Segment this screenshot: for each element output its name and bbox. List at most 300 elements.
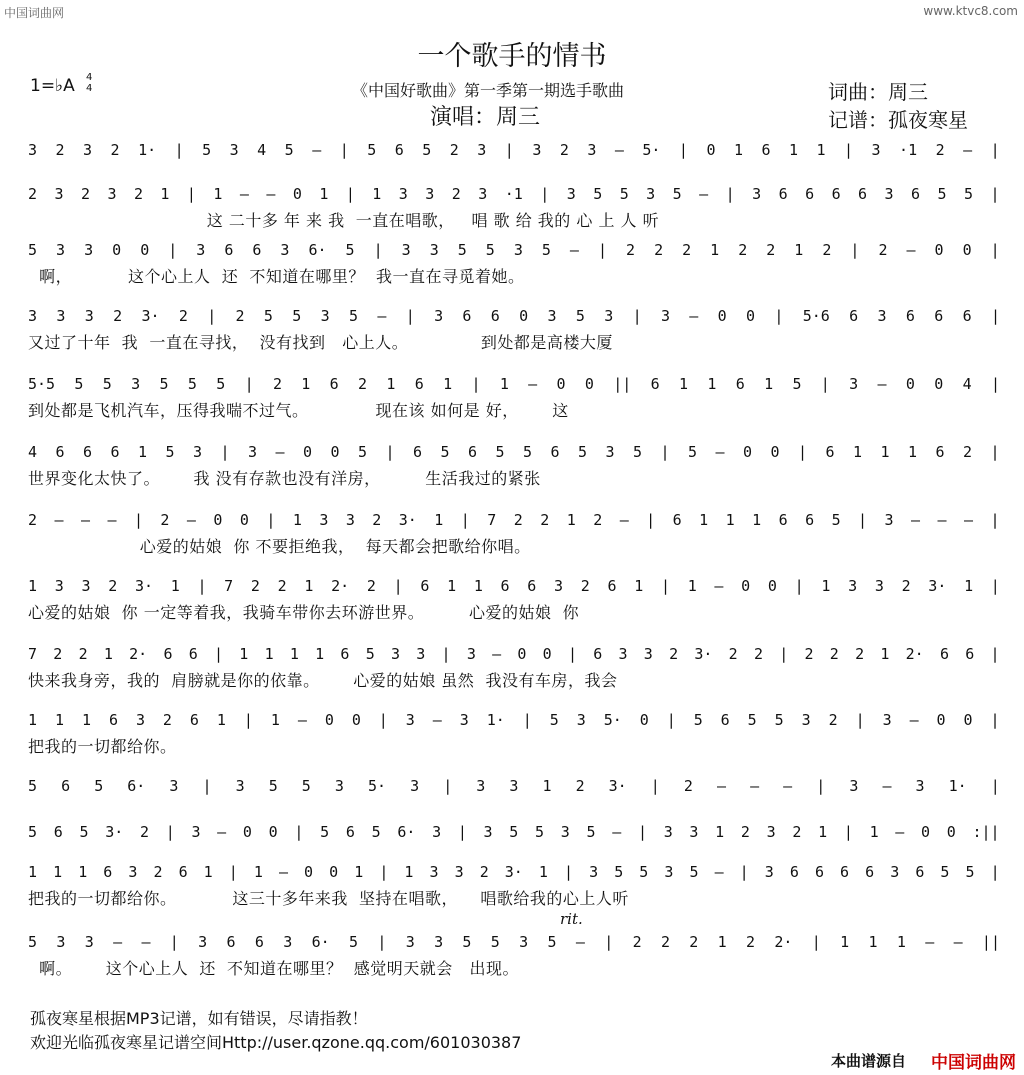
note: 5 (747, 711, 757, 729)
note: 3 (84, 933, 94, 951)
note: 1 (404, 863, 414, 881)
note: 3 (54, 577, 64, 595)
note: 5 (74, 375, 84, 393)
note: 1 (853, 443, 863, 461)
note: 1 (788, 141, 799, 159)
note: – (141, 933, 151, 951)
barline: | (197, 577, 207, 595)
note: 7 (224, 577, 234, 595)
note: 3 (405, 711, 415, 729)
note: 1 (964, 577, 974, 595)
note: 3 (882, 711, 892, 729)
barline: | (844, 141, 854, 159)
note: 3 (107, 185, 117, 203)
note: 3 (513, 241, 523, 259)
note: 3 (410, 777, 420, 795)
note: 6 (761, 141, 771, 159)
barline: | (443, 777, 453, 795)
note: 2 (935, 141, 945, 159)
barline: | (990, 307, 1000, 325)
note: 5 (348, 307, 359, 325)
note: 2 (963, 443, 973, 461)
note: 5 (639, 863, 649, 881)
lyric-line: 世界变化太快了。 我 没有存款也没有洋房， 生活我过的紧张 (28, 469, 541, 488)
note: 2 (235, 307, 245, 325)
note: 2 (78, 645, 88, 663)
barline: | (725, 185, 735, 203)
barline: | (457, 823, 467, 841)
note: 6 (550, 443, 560, 461)
note: 1 (542, 777, 552, 795)
note: 0 (213, 511, 223, 529)
note: 5 (79, 823, 89, 841)
barline: | (266, 511, 276, 529)
note: 3 (509, 777, 519, 795)
note: 1 (315, 645, 325, 663)
note: 0 (239, 511, 249, 529)
note: 3 (135, 711, 145, 729)
note: 3 (589, 863, 599, 881)
notation-line (28, 442, 1000, 462)
note: – (911, 511, 921, 529)
note: – (107, 511, 117, 529)
note: 3 (83, 141, 93, 159)
note: 3 (587, 141, 597, 159)
note: 2 (654, 241, 664, 259)
note: 3 (605, 443, 615, 461)
note: 1 (434, 511, 444, 529)
note: 5 (937, 185, 947, 203)
note: 6 (103, 863, 113, 881)
note: – (612, 823, 622, 841)
note: 3 (319, 511, 329, 529)
note: 1 (715, 823, 725, 841)
barline: | (385, 443, 395, 461)
note: 5 (367, 141, 377, 159)
note: 5 (774, 711, 784, 729)
note: 3 (483, 823, 493, 841)
source-label: 本曲谱源自 (830, 1052, 906, 1070)
note: 3 (320, 307, 330, 325)
note: 1 (687, 577, 697, 595)
note: 1 (138, 443, 148, 461)
note: 5 (593, 185, 603, 203)
note: 0 (329, 863, 339, 881)
barline: | (779, 645, 789, 663)
notation-line (28, 710, 1000, 730)
note: 5 (365, 645, 375, 663)
note: 2 (178, 307, 188, 325)
note: 2 (540, 511, 550, 529)
note: 3 (519, 933, 529, 951)
notation-line (28, 862, 1000, 882)
note: 1 (354, 863, 364, 881)
note: 6 (805, 185, 815, 203)
note: 3 (280, 241, 290, 259)
barline: | (990, 241, 1000, 259)
note: 0 (946, 823, 956, 841)
note: 0 (324, 711, 334, 729)
note: 1 (28, 863, 38, 881)
barline: | (774, 307, 784, 325)
note: 3 (478, 185, 488, 203)
note: 5 (462, 933, 472, 951)
note: 6 (413, 443, 423, 461)
lyric-line: 又过了十年 我 一直在寻找， 没有找到 心上人。 到处都是高楼大厦 (28, 333, 613, 352)
note: 1 (264, 645, 274, 663)
note: 2 (683, 777, 693, 795)
note: – (895, 823, 905, 841)
note: 3 (169, 777, 179, 795)
note: 5 (689, 863, 699, 881)
barline: | (660, 443, 670, 461)
note: 1 (794, 241, 804, 259)
note: 6 (650, 375, 660, 393)
note: 2 (479, 863, 489, 881)
note: 2 (133, 185, 143, 203)
note: 2 (559, 141, 569, 159)
note: 0 (519, 307, 529, 325)
note: 2 (277, 577, 287, 595)
note: 2· (129, 645, 148, 663)
note: 2 (804, 645, 814, 663)
note: 1 (538, 863, 548, 881)
note: 3· (504, 863, 523, 881)
barline: | (855, 711, 865, 729)
note: 1 (289, 645, 299, 663)
barline: | (471, 375, 481, 393)
note: 3 (405, 933, 415, 951)
note: 5 (358, 443, 368, 461)
note: – (492, 645, 502, 663)
note: 6 (735, 375, 745, 393)
note: 0 (517, 645, 527, 663)
note: 3 (416, 645, 426, 663)
barline: | (990, 511, 1000, 529)
note: 0 (268, 823, 278, 841)
barline: | (165, 823, 175, 841)
note: 5 (619, 185, 629, 203)
note: 1 (170, 577, 180, 595)
note: 1 (319, 185, 329, 203)
barline: | (820, 375, 830, 393)
note: 3 (476, 777, 486, 795)
note: 6 (905, 307, 915, 325)
note: 3 (398, 185, 408, 203)
source-site-link[interactable]: 中国词曲网 (931, 1053, 1016, 1073)
note: 0 (767, 577, 777, 595)
barline: | (339, 141, 349, 159)
note: 3 (56, 933, 66, 951)
note: 3 (454, 863, 464, 881)
note: 3 (84, 241, 94, 259)
note: 6 (329, 375, 339, 393)
time-signature-bottom: 4 (86, 83, 93, 94)
lyric-line: 把我的一切都给你。 (28, 737, 177, 756)
note: – (275, 443, 285, 461)
barline: | (990, 443, 1000, 461)
note: 2 (669, 645, 679, 663)
barline: | (133, 511, 143, 529)
note: 1 (292, 511, 302, 529)
note: 0 (770, 443, 780, 461)
notation-line (28, 306, 1000, 326)
note: 2 (513, 511, 523, 529)
note: – (575, 933, 585, 951)
note: 6 (110, 443, 120, 461)
notation-line (28, 240, 1000, 260)
note: 2 (855, 645, 865, 663)
note: – (239, 185, 249, 203)
note: 2 (110, 141, 120, 159)
note: 0 (112, 241, 122, 259)
barline: | (243, 711, 253, 729)
lyric-line: 啊。 这个心上人 还 不知道在哪里？ 感觉明天就会 出现。 (28, 959, 519, 978)
barline: | (214, 645, 224, 663)
note: 5 (292, 307, 302, 325)
note: 6 (83, 443, 93, 461)
note: 6 (831, 185, 841, 203)
note: 0 (304, 863, 314, 881)
note: 1 (896, 933, 906, 951)
note: – (906, 241, 916, 259)
note: 0 (962, 241, 972, 259)
note: 1 (699, 511, 709, 529)
barline: | (174, 141, 184, 159)
note: 3 (532, 141, 542, 159)
note: 0 (963, 711, 973, 729)
note: 1 (270, 711, 280, 729)
note: 6 (911, 185, 921, 203)
lyricist: 词曲：周三 (828, 80, 928, 104)
note: 5 (457, 241, 467, 259)
note: 1 (816, 141, 826, 159)
note: 1 (103, 645, 113, 663)
note: 6 (394, 141, 404, 159)
note: 0 (706, 141, 716, 159)
note: 3 (84, 307, 94, 325)
note: 6 (420, 577, 430, 595)
note: 2 (753, 645, 763, 663)
note: – (783, 777, 793, 795)
notation-line (28, 822, 1000, 842)
note: 1 (707, 375, 717, 393)
lyric-line: 啊， 这个心上人 还 不知道在哪里？ 我一直在寻觅着她。 (28, 267, 525, 286)
barline: | (378, 711, 388, 729)
note: 2 (272, 375, 282, 393)
note: 4 (28, 443, 38, 461)
note: 2 (575, 777, 585, 795)
barline: | (202, 777, 212, 795)
barline: | (666, 711, 676, 729)
note: 6 (607, 577, 617, 595)
note: 3 (764, 863, 774, 881)
note: 6 (805, 511, 815, 529)
lyric-line: 把我的一切都给你。 这三十多年来我 坚持在唱歌， 唱歌给我的心上人听 (28, 889, 629, 908)
ritardando-mark: rit. (560, 910, 583, 928)
note: 6 (226, 933, 236, 951)
note: 2 (153, 863, 163, 881)
barline: | (228, 863, 238, 881)
note: 1 (764, 375, 774, 393)
note: 6 (414, 375, 424, 393)
note: 3 (434, 307, 444, 325)
barline: | (377, 933, 387, 951)
notation-line (28, 510, 1000, 530)
note: 7 (28, 645, 38, 663)
note: – (377, 307, 387, 325)
note: 3 (801, 711, 811, 729)
lyric-line: 心爱的姑娘 你 不要拒绝我， 每天都会把歌给你唱。 (28, 537, 531, 556)
note: 2 (55, 141, 65, 159)
note: – (266, 185, 276, 203)
note: 1 (372, 185, 382, 203)
barline: | (540, 185, 550, 203)
note: 1 (28, 577, 38, 595)
note: 6 (254, 933, 264, 951)
note: 1 (566, 511, 576, 529)
note: 0 (741, 577, 751, 595)
barline: | (990, 141, 1000, 159)
note: 3 (618, 645, 628, 663)
note: 3 (459, 711, 469, 729)
note: 6 (189, 711, 199, 729)
note: 5 (94, 777, 104, 795)
note: 2· (905, 645, 924, 663)
note: 3 (128, 863, 138, 881)
note: 5 (284, 141, 294, 159)
note: 3· (928, 577, 947, 595)
note: 1 (253, 863, 263, 881)
note: 6 (935, 443, 945, 461)
note: 2 (660, 933, 670, 951)
note: 2 (738, 241, 748, 259)
barline: || (981, 933, 1000, 951)
barline: | (990, 185, 1000, 203)
barline: || (613, 375, 632, 393)
note: 1 (733, 141, 743, 159)
notation-line (28, 776, 1000, 796)
note: 6 (849, 307, 859, 325)
note: 2 (829, 645, 839, 663)
note: 5· (367, 777, 387, 795)
barline: | (990, 645, 1000, 663)
note: 1 (473, 577, 483, 595)
note: 2 (162, 711, 172, 729)
barline: | (678, 141, 688, 159)
note: 6 (500, 577, 510, 595)
barline: | (207, 307, 217, 325)
note: 6 (789, 863, 799, 881)
note: 2 (593, 511, 603, 529)
note: 5 (535, 823, 545, 841)
barline: | (460, 511, 470, 529)
note: 5 (792, 375, 802, 393)
note: 3 (664, 863, 674, 881)
note: – (909, 711, 919, 729)
note: 3 (196, 241, 206, 259)
note: 5 (965, 863, 975, 881)
note: – (963, 511, 974, 529)
note: 3 (466, 645, 476, 663)
note: 0 (639, 711, 649, 729)
note: 1 (54, 711, 65, 729)
note: 0 (330, 443, 340, 461)
barline: | (990, 375, 1000, 393)
note: – (937, 511, 947, 529)
note: 2 (113, 307, 123, 325)
note: 3 (229, 141, 239, 159)
note: 0 (905, 375, 915, 393)
note: 2 (632, 933, 642, 951)
note: 6 (340, 645, 350, 663)
notation-line (28, 184, 1000, 204)
lyric-line: 到处都是飞机汽车，压得我喘不过气。 现在该 如何是 好， 这 (28, 401, 569, 420)
note: 3 (425, 185, 435, 203)
note: – (80, 511, 90, 529)
barline: | (504, 141, 514, 159)
note: 5 (672, 185, 682, 203)
note: 5·6 (802, 307, 830, 325)
note: 6 (163, 645, 173, 663)
note: 5 (268, 777, 278, 795)
note: 2 (80, 185, 90, 203)
barline: | (441, 645, 451, 663)
note: 5 (28, 777, 38, 795)
note: 1 (81, 711, 91, 729)
note: 3 (434, 933, 444, 951)
note: 1 (53, 863, 63, 881)
note: – (297, 711, 307, 729)
barline: | (850, 241, 860, 259)
note: ·1 (504, 185, 523, 203)
note: 2 (689, 933, 699, 951)
note: 3 (429, 863, 439, 881)
note: 5 (165, 443, 175, 461)
note: 3 (547, 307, 557, 325)
note: 5 (440, 443, 450, 461)
barline: | (990, 711, 1000, 729)
note: 6 (224, 241, 234, 259)
note: 5 (831, 511, 841, 529)
note: 0 (936, 711, 946, 729)
note: 5· (603, 711, 622, 729)
note: 3· (694, 645, 713, 663)
barline: | (373, 241, 383, 259)
note: 5 (345, 241, 355, 259)
note: 3· (608, 777, 627, 795)
note: 5 (614, 863, 624, 881)
note: – (714, 863, 724, 881)
note: 3· (141, 307, 160, 325)
note: 3 (131, 375, 141, 393)
note: 6 (468, 443, 478, 461)
note: 5 (575, 307, 585, 325)
note: 6 (915, 863, 925, 881)
note: 3 (345, 511, 355, 529)
note: – (278, 863, 288, 881)
note: – (113, 933, 123, 951)
barline: | (646, 511, 656, 529)
note: 5 (371, 823, 381, 841)
subtitle: 《中国好歌曲》第一季第一期选手歌曲 (352, 81, 625, 100)
note: 5 (547, 933, 557, 951)
note: 2· (331, 577, 350, 595)
note: 5 (216, 375, 226, 393)
note: – (432, 711, 442, 729)
barline: | (405, 307, 415, 325)
note: 3 (766, 823, 776, 841)
